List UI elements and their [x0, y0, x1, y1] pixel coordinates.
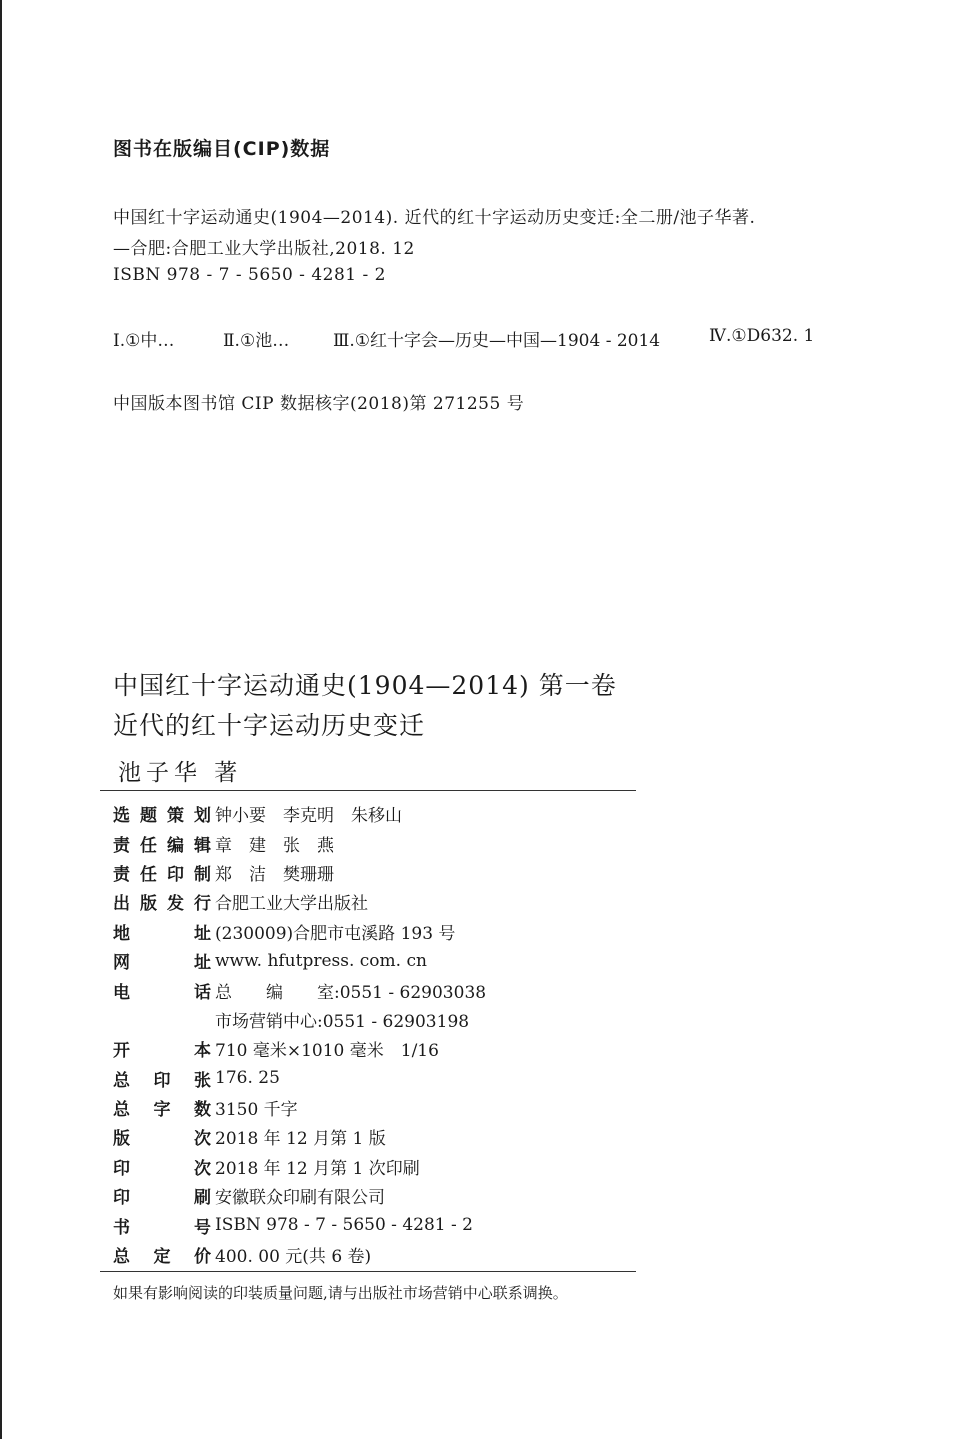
detail-row: [113, 946, 486, 975]
detail-value: 市场营销中心:0551 - 62903198: [215, 1011, 470, 1032]
quality-notice: 如果有影响阅读的印装质量问题,请与出版社市场营销中心联系调换。: [113, 1284, 568, 1302]
detail-row: [113, 1064, 486, 1093]
classification-item: Ⅱ.①池…: [223, 331, 290, 351]
cip-record-line: 中国版本图书馆 CIP 数据核字(2018)第 271255 号: [113, 394, 525, 414]
detail-label: 总 定 价: [113, 1247, 211, 1268]
book-subtitle: 近代的红十字运动历史变迁: [113, 711, 426, 740]
cip-line-1: 中国红十字运动通史(1904—2014). 近代的红十字运动历史变迁:全二册/池子华著.: [113, 208, 756, 228]
detail-label: 总 字 数: [113, 1100, 211, 1121]
book-title: 中国红十字运动通史(1904—2014) 第一卷: [113, 671, 617, 700]
detail-label: 印 刷: [113, 1188, 211, 1209]
detail-value: 章 建 张 燕: [215, 835, 334, 856]
detail-value: 2018 年 12 月第 1 版: [215, 1129, 386, 1150]
detail-row: [113, 975, 486, 1004]
detail-row: [113, 858, 486, 887]
divider-top: [100, 790, 636, 791]
detail-value: www. hfutpress. com. cn: [215, 950, 427, 971]
detail-value: 郑 洁 樊珊珊: [215, 864, 334, 885]
detail-value: 总 编 室:0551 - 62903038: [215, 982, 487, 1003]
detail-row: [113, 828, 486, 857]
detail-label: 地 址: [113, 923, 211, 944]
detail-value: 3150 千字: [215, 1100, 298, 1121]
detail-label: 责任编辑: [113, 835, 211, 856]
detail-label: 版 次: [113, 1129, 211, 1150]
detail-value: 400. 00 元(共 6 卷): [215, 1247, 372, 1268]
detail-value: 2018 年 12 月第 1 次印刷: [215, 1158, 420, 1179]
classification-item: Ⅳ.①D632. 1: [709, 326, 815, 346]
detail-row: [113, 1005, 486, 1034]
detail-label: 网 址: [113, 953, 211, 974]
cip-heading: 图书在版编目(CIP)数据: [113, 138, 331, 160]
classification-row: [113, 326, 814, 351]
classification-item: Ⅰ.①中…: [113, 331, 175, 351]
detail-label: 出版发行: [113, 894, 211, 915]
detail-value: (230009)合肥市屯溪路 193 号: [215, 923, 456, 944]
detail-row: [113, 887, 486, 916]
detail-row: [113, 1181, 486, 1210]
page-edge-line: [0, 0, 2, 1439]
detail-label: 书 号: [113, 1217, 211, 1238]
detail-label: 责任印制: [113, 864, 211, 885]
divider-bottom: [100, 1271, 636, 1272]
detail-row: [113, 1034, 486, 1063]
detail-value: 钟小要 李克明 朱移山: [215, 806, 402, 827]
publication-details: [113, 799, 486, 1269]
detail-label: 总 印 张: [113, 1070, 211, 1091]
detail-row: [113, 1240, 486, 1269]
detail-label: 开 本: [113, 1041, 211, 1062]
detail-value: 176. 25: [215, 1068, 280, 1089]
detail-label: 电 话: [113, 982, 211, 1003]
detail-label: 印 次: [113, 1158, 211, 1179]
detail-row: [113, 1210, 486, 1239]
cip-line-2: —合肥:合肥工业大学出版社,2018. 12: [113, 239, 415, 259]
detail-value: 710 毫米×1010 毫米 1/16: [215, 1041, 439, 1062]
detail-row: [113, 1122, 486, 1151]
detail-row: [113, 1093, 486, 1122]
detail-row: [113, 917, 486, 946]
cip-isbn-line: ISBN 978 - 7 - 5650 - 4281 - 2: [113, 265, 386, 285]
detail-row: [113, 1152, 486, 1181]
author-line: 池子华 著: [118, 760, 243, 786]
classification-item: Ⅲ.①红十字会—历史—中国—1904 - 2014: [333, 331, 661, 351]
detail-label: 选题策划: [113, 806, 211, 827]
detail-value: 安徽联众印刷有限公司: [215, 1188, 385, 1209]
detail-value: 合肥工业大学出版社: [215, 894, 368, 915]
detail-value: ISBN 978 - 7 - 5650 - 4281 - 2: [215, 1215, 473, 1236]
detail-row: [113, 799, 486, 828]
